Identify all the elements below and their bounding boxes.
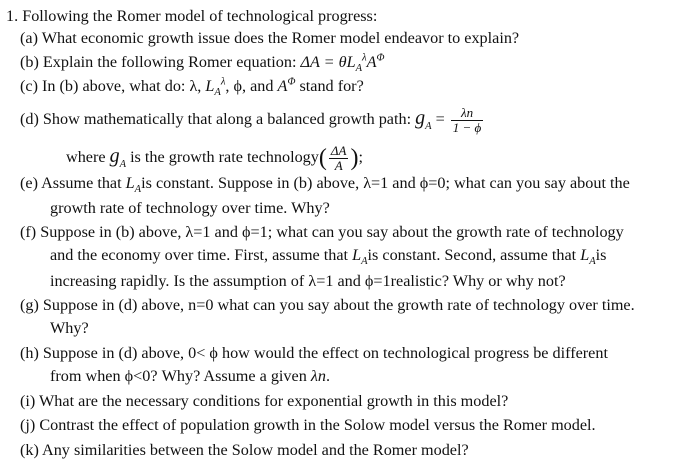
- growth-rate-symbol: $g_A$: [415, 107, 432, 132]
- item-d: (d) Show mathematically that along a balanced growth path: $g_A$ = $\frac{\lambda n}{1 - \phi}$: [20, 104, 482, 135]
- item-h: (h) Suppose in (d) above, 0< ϕ how would the effect on technological progress be different: [20, 344, 608, 362]
- item-c: (c) In (b) above, what do: λ, $L_A^\lambda$, ϕ, and $A^\Phi$ stand for?: [20, 76, 364, 99]
- item-i: (i) What are the necessary conditions for exponential growth in this model?: [20, 392, 509, 410]
- item-a: (a) What economic growth issue does the Romer model endeavor to explain?: [20, 29, 520, 47]
- item-d-where: where $g_A$ is the growth rate technology( $\frac{\Delta A}{A}$ );: [66, 142, 363, 173]
- item-b: (b) Explain the following Romer equation: $\Delta A = \theta L_A^\lambda A^\Phi$: [20, 52, 385, 75]
- item-g-cont: Why?: [50, 319, 89, 337]
- balanced-growth-fraction: $\frac{\lambda n}{1 - \phi}$: [452, 104, 482, 135]
- item-j: (j) Contrast the effect of population growth in the Solow model versus the Romer model.: [20, 416, 596, 434]
- item-f: (f) Suppose in (b) above, λ=1 and ϕ=1; what can you say about the growth rate of technology: [20, 223, 624, 241]
- item-k: (k) Any similarities between the Solow model and the Romer model?: [20, 441, 469, 459]
- item-f-cont-2: increasing rapidly. Is the assumption of λ=1 and ϕ=1realistic? Why or why not?: [50, 272, 566, 290]
- item-h-cont: from when ϕ<0? Why? Assume a given λn.: [50, 367, 331, 385]
- item-g: (g) Suppose in (d) above, n=0 what can you say about the growth rate of technology over time.: [20, 296, 635, 314]
- growth-rate-fraction: $\frac{\Delta A}{A}$: [330, 142, 347, 173]
- item-e-cont: growth rate of technology over time. Why?: [50, 199, 330, 217]
- question-title: 1. Following the Romer model of technological progress:: [6, 7, 378, 25]
- item-e: (e) Assume that $L_Ais$ constant. Suppose in (b) above, λ=1 and ϕ=0; what can you say about the: [20, 174, 630, 196]
- romer-equation: $\Delta A = \theta L_A^\lambda A^\Phi$: [300, 52, 385, 75]
- item-f-cont-1: and the economy over time. First, assume that $L_Ais$ constant. Second, assume that $L_Ais$: [50, 246, 607, 268]
